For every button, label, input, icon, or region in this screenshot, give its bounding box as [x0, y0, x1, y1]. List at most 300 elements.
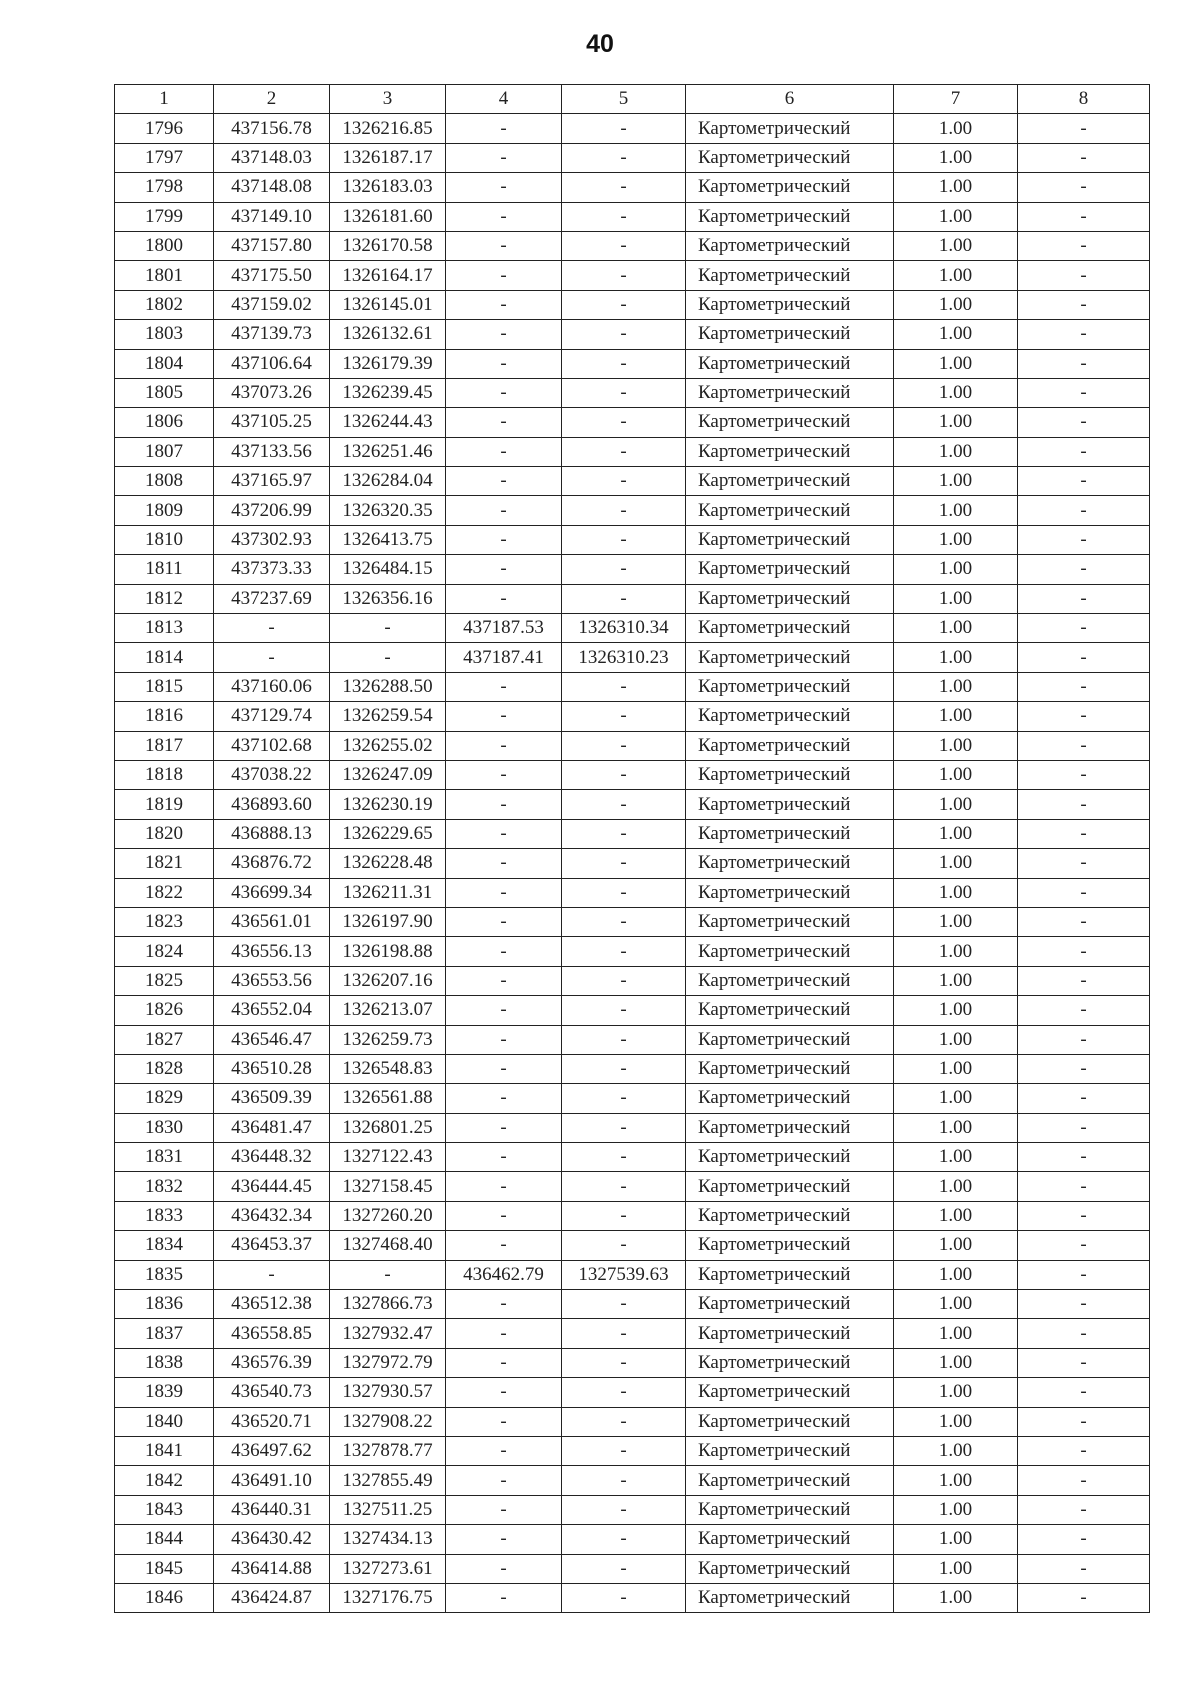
table-cell-col-3: 1326561.88: [330, 1084, 446, 1113]
table-cell-col-6: Картометрический: [686, 1143, 894, 1172]
table-cell-col-3: 1326228.48: [330, 849, 446, 878]
table-cell-col-1: 1802: [115, 290, 214, 319]
table-cell-col-6: Картометрический: [686, 408, 894, 437]
table-body: [115, 114, 1150, 1613]
table-cell-col-1: 1811: [115, 555, 214, 584]
table-cell-col-7: 1.00: [894, 1407, 1018, 1436]
table-cell-col-5: -: [562, 437, 686, 466]
table-cell-col-6: Картометрический: [686, 496, 894, 525]
column-header-6: 6: [686, 85, 894, 114]
table-cell-col-7: 1.00: [894, 378, 1018, 407]
table-cell-col-8: -: [1018, 173, 1150, 202]
table-cell-col-2: 437237.69: [214, 584, 330, 613]
table-cell-col-4: -: [446, 1495, 562, 1524]
column-header-5: 5: [562, 85, 686, 114]
table-cell-col-3: 1326230.19: [330, 790, 446, 819]
table-cell-col-4: -: [446, 114, 562, 143]
table-cell-col-6: Картометрический: [686, 290, 894, 319]
table-cell-col-1: 1816: [115, 702, 214, 731]
table-row: [115, 1290, 1150, 1319]
table-cell-col-1: 1819: [115, 790, 214, 819]
table-cell-col-3: 1326413.75: [330, 525, 446, 554]
table-cell-col-3: 1326320.35: [330, 496, 446, 525]
table-cell-col-8: -: [1018, 819, 1150, 848]
table-cell-col-1: 1826: [115, 996, 214, 1025]
table-cell-col-8: -: [1018, 966, 1150, 995]
table-cell-col-5: -: [562, 173, 686, 202]
table-row: [115, 261, 1150, 290]
table-cell-col-8: -: [1018, 437, 1150, 466]
table-cell-col-2: 437160.06: [214, 672, 330, 701]
table-cell-col-3: 1326484.15: [330, 555, 446, 584]
table-cell-col-6: Картометрический: [686, 1113, 894, 1142]
table-cell-col-7: 1.00: [894, 261, 1018, 290]
table-cell-col-3: -: [330, 1260, 446, 1289]
table-cell-col-5: -: [562, 907, 686, 936]
table-cell-col-2: 436497.62: [214, 1436, 330, 1465]
table-cell-col-1: 1822: [115, 878, 214, 907]
table-cell-col-8: -: [1018, 202, 1150, 231]
table-cell-col-6: Картометрический: [686, 1466, 894, 1495]
table-cell-col-2: 436510.28: [214, 1054, 330, 1083]
table-cell-col-6: Картометрический: [686, 525, 894, 554]
table-cell-col-3: 1326259.73: [330, 1025, 446, 1054]
table-cell-col-7: 1.00: [894, 1466, 1018, 1495]
table-cell-col-7: 1.00: [894, 555, 1018, 584]
table-cell-col-7: 1.00: [894, 1113, 1018, 1142]
table-cell-col-4: -: [446, 231, 562, 260]
table-cell-col-8: -: [1018, 849, 1150, 878]
table-cell-col-5: -: [562, 143, 686, 172]
table-cell-col-3: 1326197.90: [330, 907, 446, 936]
table-cell-col-4: -: [446, 1554, 562, 1583]
table-cell-col-4: -: [446, 878, 562, 907]
table-cell-col-3: 1326170.58: [330, 231, 446, 260]
table-row: [115, 1554, 1150, 1583]
table-cell-col-2: -: [214, 1260, 330, 1289]
table-cell-col-1: 1809: [115, 496, 214, 525]
table-cell-col-2: 436430.42: [214, 1525, 330, 1554]
table-cell-col-2: 436556.13: [214, 937, 330, 966]
table-cell-col-1: 1834: [115, 1231, 214, 1260]
table-cell-col-2: 437149.10: [214, 202, 330, 231]
table-cell-col-5: -: [562, 1084, 686, 1113]
table-cell-col-1: 1810: [115, 525, 214, 554]
table-cell-col-7: 1.00: [894, 525, 1018, 554]
table-cell-col-5: -: [562, 849, 686, 878]
table-cell-col-7: 1.00: [894, 1525, 1018, 1554]
table-cell-col-3: 1326207.16: [330, 966, 446, 995]
table-cell-col-5: 1327539.63: [562, 1260, 686, 1289]
table-cell-col-1: 1827: [115, 1025, 214, 1054]
table-cell-col-3: 1326183.03: [330, 173, 446, 202]
table-header-row: [115, 85, 1150, 114]
table-cell-col-5: -: [562, 1525, 686, 1554]
table-cell-col-3: 1327122.43: [330, 1143, 446, 1172]
table-cell-col-1: 1797: [115, 143, 214, 172]
table-cell-col-6: Картометрический: [686, 1319, 894, 1348]
table-row: [115, 1084, 1150, 1113]
table-cell-col-1: 1813: [115, 614, 214, 643]
table-cell-col-6: Картометрический: [686, 614, 894, 643]
table-cell-col-3: 1326198.88: [330, 937, 446, 966]
table-row: [115, 1348, 1150, 1377]
table-cell-col-7: 1.00: [894, 1319, 1018, 1348]
table-cell-col-8: -: [1018, 320, 1150, 349]
table-cell-col-5: -: [562, 1495, 686, 1524]
table-cell-col-3: 1326164.17: [330, 261, 446, 290]
table-cell-col-7: 1.00: [894, 290, 1018, 319]
table-cell-col-2: 436424.87: [214, 1583, 330, 1612]
table-cell-col-2: 436876.72: [214, 849, 330, 878]
table-cell-col-8: -: [1018, 790, 1150, 819]
table-row: [115, 1525, 1150, 1554]
table-cell-col-7: 1.00: [894, 614, 1018, 643]
table-cell-col-2: 436576.39: [214, 1348, 330, 1377]
table-cell-col-8: -: [1018, 672, 1150, 701]
table-cell-col-6: Картометрический: [686, 1436, 894, 1465]
table-cell-col-4: 437187.41: [446, 643, 562, 672]
table-cell-col-6: Картометрический: [686, 702, 894, 731]
table-cell-col-1: 1805: [115, 378, 214, 407]
table-cell-col-8: -: [1018, 349, 1150, 378]
table-cell-col-2: 436699.34: [214, 878, 330, 907]
table-cell-col-4: -: [446, 996, 562, 1025]
table-cell-col-1: 1803: [115, 320, 214, 349]
table-cell-col-5: -: [562, 760, 686, 789]
table-row: [115, 143, 1150, 172]
table-cell-col-4: -: [446, 143, 562, 172]
table-cell-col-5: -: [562, 937, 686, 966]
table-cell-col-3: 1327866.73: [330, 1290, 446, 1319]
table-cell-col-4: -: [446, 525, 562, 554]
table-cell-col-5: -: [562, 525, 686, 554]
table-cell-col-1: 1807: [115, 437, 214, 466]
table-cell-col-2: 437156.78: [214, 114, 330, 143]
table-cell-col-4: -: [446, 261, 562, 290]
table-cell-col-3: 1326356.16: [330, 584, 446, 613]
table-cell-col-5: -: [562, 114, 686, 143]
table-cell-col-6: Картометрический: [686, 790, 894, 819]
table-cell-col-8: -: [1018, 1466, 1150, 1495]
table-cell-col-4: -: [446, 496, 562, 525]
table-cell-col-7: 1.00: [894, 173, 1018, 202]
table-cell-col-6: Картометрический: [686, 202, 894, 231]
table-cell-col-2: -: [214, 643, 330, 672]
table-cell-col-4: -: [446, 202, 562, 231]
table-cell-col-5: -: [562, 1583, 686, 1612]
table-cell-col-6: Картометрический: [686, 672, 894, 701]
table-cell-col-2: 436491.10: [214, 1466, 330, 1495]
table-cell-col-7: 1.00: [894, 1231, 1018, 1260]
table-cell-col-4: -: [446, 1525, 562, 1554]
table-cell-col-3: 1327434.13: [330, 1525, 446, 1554]
table-cell-col-5: -: [562, 378, 686, 407]
table-cell-col-5: -: [562, 996, 686, 1025]
table-cell-col-5: -: [562, 231, 686, 260]
table-cell-col-5: -: [562, 1466, 686, 1495]
table-cell-col-5: -: [562, 320, 686, 349]
table-cell-col-1: 1833: [115, 1201, 214, 1230]
table-cell-col-5: -: [562, 878, 686, 907]
table-cell-col-3: 1327260.20: [330, 1201, 446, 1230]
table-cell-col-6: Картометрический: [686, 231, 894, 260]
table-cell-col-4: -: [446, 1319, 562, 1348]
table-row: [115, 1172, 1150, 1201]
table-cell-col-7: 1.00: [894, 231, 1018, 260]
table-cell-col-3: 1326132.61: [330, 320, 446, 349]
table-cell-col-6: Картометрический: [686, 1378, 894, 1407]
table-cell-col-7: 1.00: [894, 437, 1018, 466]
table-cell-col-8: -: [1018, 143, 1150, 172]
table-row: [115, 790, 1150, 819]
table-row: [115, 966, 1150, 995]
table-cell-col-8: -: [1018, 408, 1150, 437]
table-cell-col-1: 1796: [115, 114, 214, 143]
table-cell-col-2: 437139.73: [214, 320, 330, 349]
table-cell-col-8: -: [1018, 467, 1150, 496]
table-cell-col-8: -: [1018, 907, 1150, 936]
table-cell-col-7: 1.00: [894, 1172, 1018, 1201]
table-cell-col-3: 1326548.83: [330, 1054, 446, 1083]
table-row: [115, 760, 1150, 789]
table-row: [115, 290, 1150, 319]
table-row: [115, 849, 1150, 878]
table-row: [115, 114, 1150, 143]
table-cell-col-6: Картометрический: [686, 349, 894, 378]
column-header-1: 1: [115, 85, 214, 114]
table-cell-col-5: -: [562, 1407, 686, 1436]
table-row: [115, 525, 1150, 554]
table-cell-col-1: 1839: [115, 1378, 214, 1407]
table-cell-col-4: -: [446, 1290, 562, 1319]
table-cell-col-1: 1821: [115, 849, 214, 878]
table-cell-col-4: -: [446, 672, 562, 701]
table-cell-col-4: -: [446, 408, 562, 437]
table-cell-col-5: -: [562, 1554, 686, 1583]
table-cell-col-3: 1327932.47: [330, 1319, 446, 1348]
table-cell-col-4: 437187.53: [446, 614, 562, 643]
table-row: [115, 467, 1150, 496]
table-row: [115, 702, 1150, 731]
table-cell-col-2: 436520.71: [214, 1407, 330, 1436]
table-cell-col-6: Картометрический: [686, 1495, 894, 1524]
table-cell-col-7: 1.00: [894, 878, 1018, 907]
table-row: [115, 1054, 1150, 1083]
table-cell-col-1: 1838: [115, 1348, 214, 1377]
table-cell-col-6: Картометрический: [686, 1407, 894, 1436]
table-cell-col-4: -: [446, 1378, 562, 1407]
table-cell-col-7: 1.00: [894, 1495, 1018, 1524]
table-cell-col-1: 1845: [115, 1554, 214, 1583]
table-cell-col-8: -: [1018, 231, 1150, 260]
table-cell-col-3: 1326145.01: [330, 290, 446, 319]
table-cell-col-6: Картометрический: [686, 1348, 894, 1377]
table-row: [115, 555, 1150, 584]
table-cell-col-6: Картометрический: [686, 114, 894, 143]
table-row: [115, 496, 1150, 525]
table-cell-col-5: -: [562, 467, 686, 496]
table-cell-col-6: Картометрический: [686, 1260, 894, 1289]
table-cell-col-2: 437165.97: [214, 467, 330, 496]
table-cell-col-4: -: [446, 966, 562, 995]
table-cell-col-2: 436414.88: [214, 1554, 330, 1583]
table-row: [115, 1201, 1150, 1230]
table-cell-col-6: Картометрический: [686, 819, 894, 848]
table-cell-col-7: 1.00: [894, 496, 1018, 525]
table-cell-col-8: -: [1018, 1583, 1150, 1612]
table-cell-col-8: -: [1018, 996, 1150, 1025]
table-cell-col-4: -: [446, 1407, 562, 1436]
table-cell-col-2: 436552.04: [214, 996, 330, 1025]
table-cell-col-4: -: [446, 1201, 562, 1230]
table-cell-col-8: -: [1018, 643, 1150, 672]
table-cell-col-8: -: [1018, 378, 1150, 407]
table-cell-col-3: 1326251.46: [330, 437, 446, 466]
table-cell-col-7: 1.00: [894, 320, 1018, 349]
table-cell-col-8: -: [1018, 114, 1150, 143]
table-cell-col-3: -: [330, 614, 446, 643]
column-header-8: 8: [1018, 85, 1150, 114]
table-cell-col-3: 1327855.49: [330, 1466, 446, 1495]
table-cell-col-5: -: [562, 290, 686, 319]
table-cell-col-5: -: [562, 966, 686, 995]
table-cell-col-2: 437206.99: [214, 496, 330, 525]
table-cell-col-8: -: [1018, 702, 1150, 731]
table-cell-col-1: 1818: [115, 760, 214, 789]
table-cell-col-4: 436462.79: [446, 1260, 562, 1289]
table-cell-col-7: 1.00: [894, 1143, 1018, 1172]
table-cell-col-5: -: [562, 349, 686, 378]
table-cell-col-2: 437038.22: [214, 760, 330, 789]
table-cell-col-5: -: [562, 1143, 686, 1172]
table-cell-col-2: 437302.93: [214, 525, 330, 554]
table-cell-col-5: -: [562, 496, 686, 525]
table-cell-col-7: 1.00: [894, 1554, 1018, 1583]
table-cell-col-6: Картометрический: [686, 966, 894, 995]
table-cell-col-3: 1326211.31: [330, 878, 446, 907]
table-cell-col-3: 1326288.50: [330, 672, 446, 701]
table-cell-col-2: 437157.80: [214, 231, 330, 260]
table-cell-col-5: 1326310.34: [562, 614, 686, 643]
table-cell-col-6: Картометрический: [686, 1290, 894, 1319]
table-row: [115, 937, 1150, 966]
table-cell-col-8: -: [1018, 290, 1150, 319]
table-row: [115, 878, 1150, 907]
table-cell-col-6: Картометрический: [686, 878, 894, 907]
table-cell-col-4: -: [446, 1113, 562, 1142]
table-cell-col-3: 1326259.54: [330, 702, 446, 731]
table-row: [115, 320, 1150, 349]
table-row: [115, 378, 1150, 407]
table-cell-col-1: 1824: [115, 937, 214, 966]
table-cell-col-4: -: [446, 584, 562, 613]
table-cell-col-1: 1843: [115, 1495, 214, 1524]
table-cell-col-8: -: [1018, 525, 1150, 554]
table-cell-col-8: -: [1018, 1172, 1150, 1201]
table-row: [115, 1260, 1150, 1289]
table-cell-col-7: 1.00: [894, 1348, 1018, 1377]
table-cell-col-5: -: [562, 1113, 686, 1142]
table-cell-col-5: -: [562, 584, 686, 613]
table-cell-col-7: 1.00: [894, 790, 1018, 819]
table-cell-col-8: -: [1018, 614, 1150, 643]
table-cell-col-8: -: [1018, 1525, 1150, 1554]
table-cell-col-8: -: [1018, 731, 1150, 760]
table-row: [115, 614, 1150, 643]
table-cell-col-3: 1327930.57: [330, 1378, 446, 1407]
table-cell-col-4: -: [446, 731, 562, 760]
table-cell-col-6: Картометрический: [686, 320, 894, 349]
table-row: [115, 672, 1150, 701]
table-cell-col-2: 436432.34: [214, 1201, 330, 1230]
table-cell-col-8: -: [1018, 1025, 1150, 1054]
table-cell-col-7: 1.00: [894, 1054, 1018, 1083]
table-cell-col-5: 1326310.23: [562, 643, 686, 672]
table-cell-col-3: 1326213.07: [330, 996, 446, 1025]
table-cell-col-4: -: [446, 1143, 562, 1172]
table-row: [115, 1436, 1150, 1465]
table-row: [115, 408, 1150, 437]
table-cell-col-6: Картометрический: [686, 1525, 894, 1554]
table-cell-col-1: 1841: [115, 1436, 214, 1465]
table-cell-col-2: 437102.68: [214, 731, 330, 760]
table-cell-col-2: 437106.64: [214, 349, 330, 378]
table-cell-col-6: Картометрический: [686, 849, 894, 878]
table-cell-col-8: -: [1018, 1290, 1150, 1319]
table-cell-col-2: 437073.26: [214, 378, 330, 407]
table-cell-col-2: 436546.47: [214, 1025, 330, 1054]
table-cell-col-2: 436888.13: [214, 819, 330, 848]
table-row: [115, 584, 1150, 613]
table-cell-col-2: 437373.33: [214, 555, 330, 584]
table-cell-col-2: 436540.73: [214, 1378, 330, 1407]
table-cell-col-5: -: [562, 202, 686, 231]
table-row: [115, 202, 1150, 231]
table-cell-col-7: 1.00: [894, 702, 1018, 731]
coordinates-table: [114, 84, 1150, 1613]
table-cell-col-5: -: [562, 555, 686, 584]
table-cell-col-1: 1814: [115, 643, 214, 672]
table-cell-col-4: -: [446, 1436, 562, 1465]
table-cell-col-2: 437148.03: [214, 143, 330, 172]
table-row: [115, 1583, 1150, 1612]
table-cell-col-1: 1812: [115, 584, 214, 613]
table-cell-col-7: 1.00: [894, 966, 1018, 995]
table-cell-col-4: -: [446, 907, 562, 936]
table-cell-col-8: -: [1018, 1084, 1150, 1113]
table-cell-col-6: Картометрический: [686, 1025, 894, 1054]
table-cell-col-6: Картометрический: [686, 143, 894, 172]
table-cell-col-7: 1.00: [894, 1583, 1018, 1612]
table-row: [115, 643, 1150, 672]
table-cell-col-2: 437129.74: [214, 702, 330, 731]
table-cell-col-6: Картометрический: [686, 584, 894, 613]
table-row: [115, 1025, 1150, 1054]
table-cell-col-1: 1820: [115, 819, 214, 848]
table-cell-col-4: -: [446, 1025, 562, 1054]
table-row: [115, 996, 1150, 1025]
table-cell-col-6: Картометрический: [686, 437, 894, 466]
table-row: [115, 1378, 1150, 1407]
table-cell-col-1: 1815: [115, 672, 214, 701]
table-cell-col-2: -: [214, 614, 330, 643]
table-cell-col-6: Картометрический: [686, 467, 894, 496]
table-cell-col-2: 436561.01: [214, 907, 330, 936]
table-row: [115, 819, 1150, 848]
table-cell-col-1: 1836: [115, 1290, 214, 1319]
column-header-3: 3: [330, 85, 446, 114]
